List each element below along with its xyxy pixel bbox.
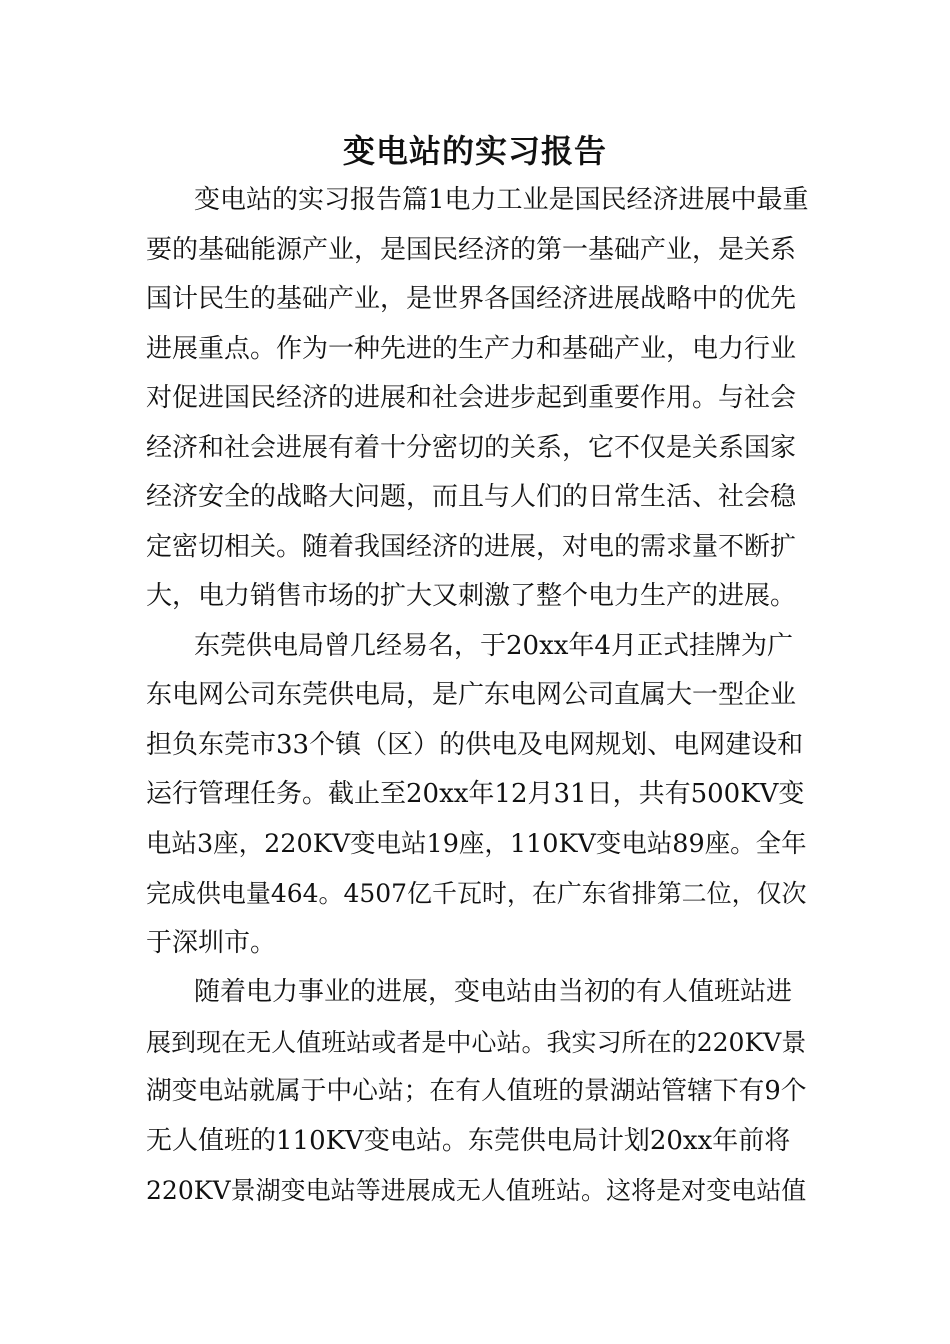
paragraph-line: 湖变电站就属于中心站；在有人值班的景湖站管辖下有9个 <box>146 1076 807 1106</box>
paragraph-line: 展到现在无人值班站或者是中心站。我实习所在的220KV景 <box>146 1027 807 1057</box>
paragraph-line: 对促进国民经济的进展和社会进步起到重要作用。与社会 <box>146 383 797 413</box>
document-body <box>146 176 810 1216</box>
document-title: 变电站的实习报告 <box>342 132 607 170</box>
paragraph-line: 定密切相关。随着我国经济的进展，对电的需求量不断扩 <box>146 531 797 562</box>
paragraph-line: 大，电力销售市场的扩大又刺激了整个电力生产的进展。 <box>146 581 797 611</box>
paragraph-line: 运行管理任务。截止至20xx年12月31日，共有500KV变 <box>146 779 805 809</box>
paragraph-line: 担负东莞市33个镇（区）的供电及电网规划、电网建设和 <box>146 729 804 760</box>
paragraph-1 <box>146 176 810 622</box>
paragraph-3 <box>146 968 810 1216</box>
paragraph-line: 于深圳市。 <box>146 927 277 958</box>
paragraph-line: 220KV景湖变电站等进展成无人值班站。这将是对变电站值 <box>146 1176 807 1205</box>
paragraph-line: 进展重点。作为一种先进的生产力和基础产业，电力行业 <box>146 333 797 364</box>
paragraph-line: 无人值班的110KV变电站。东莞供电局计划20xx年前将 <box>146 1125 791 1156</box>
paragraph-line: 经济安全的战略大问题，而且与人们的日常生活、社会稳 <box>146 482 797 512</box>
paragraph-2 <box>146 622 810 969</box>
paragraph-line: 随着电力事业的进展，变电站由当初的有人值班站进 <box>194 977 793 1007</box>
paragraph-line: 完成供电量464。4507亿千瓦时，在广东省排第二位，仅次 <box>146 879 807 908</box>
paragraph-line: 国计民生的基础产业，是世界各国经济进展战略中的优先 <box>146 284 797 314</box>
paragraph-line: 要的基础能源产业，是国民经济的第一基础产业，是关系 <box>146 234 797 265</box>
paragraph-line: 经济和社会进展有着十分密切的关系，它不仅是关系国家 <box>146 432 797 463</box>
paragraph-line: 变电站的实习报告篇1电力工业是国民经济进展中最重 <box>194 185 809 215</box>
paragraph-line: 东电网公司东莞供电局，是广东电网公司直属大一型企业 <box>146 680 797 710</box>
paragraph-line: 电站3座，220KV变电站19座，110KV变电站89座。全年 <box>146 828 807 859</box>
paragraph-line: 东莞供电局曾几经易名，于20xx年4月正式挂牌为广 <box>194 630 793 661</box>
